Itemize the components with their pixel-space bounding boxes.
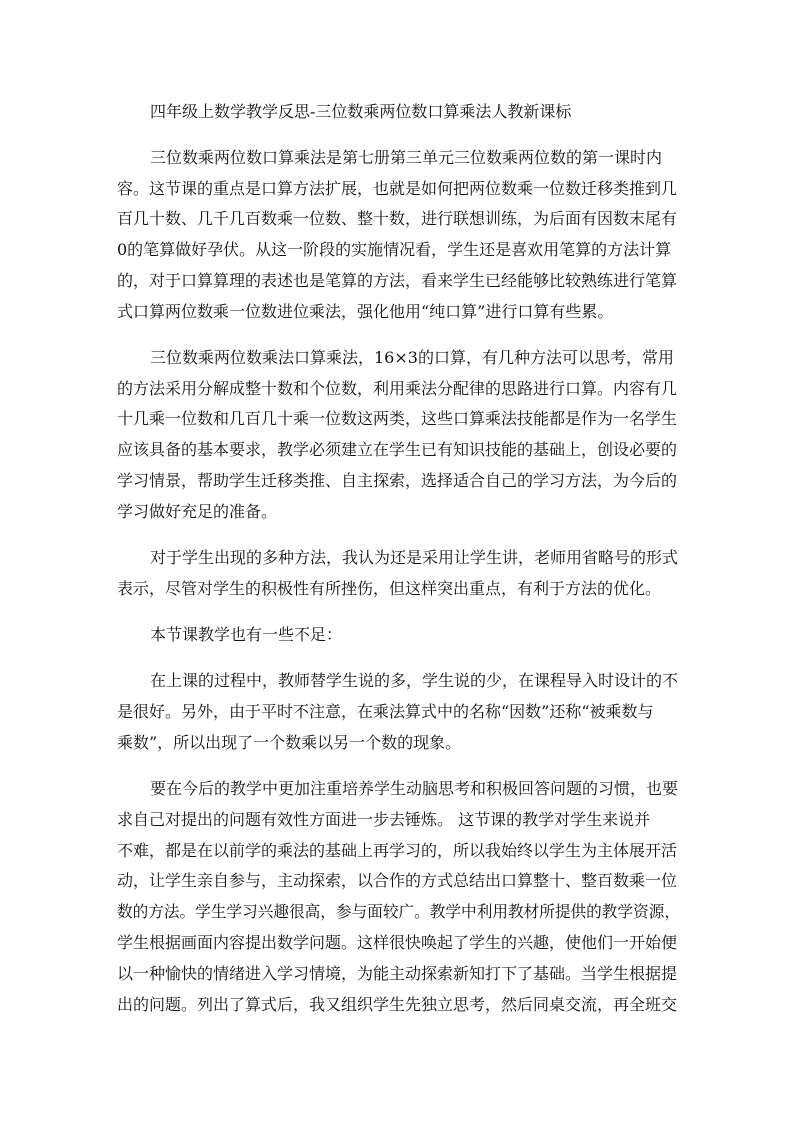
paragraph-2-line-6: 学习做好充足的准备。 [117,502,278,521]
paragraph-6-line-5: 数的方法。学生学习兴趣很高，参与面较广。教学中利用教材所提供的教学资源， [117,902,681,921]
paragraph-6-line-3: 不难，都是在以前学的乘法的基础上再学习的，所以我始终以学生为主体展开活 [117,841,678,860]
paragraph-5-line-1: 在上课的过程中，教师替学生说的多，学生说的少，在课程导入时设计的不 [150,671,679,690]
paragraph-6-line-7: 以一种愉快的情绪进入学习情境，为能主动探索新知打下了基础。当学生根据提 [117,964,678,983]
paragraph-4-line-1: 本节课教学也有一些不足： [150,625,343,644]
paragraph-6-line-6: 学生根据画面内容提出数学问题。这样很快唤起了学生的兴趣，使他们一开始便 [117,933,678,952]
paragraph-1-line-3: 百几十数、几千几百数乘一位数、整十数，进行联想训练，为后面有因数末尾有 [117,209,678,228]
paragraph-1-line-5: 的，对于口算算理的表述也是笔算的方法，看来学生已经能够比较熟练进行笔算 [117,271,678,290]
paragraph-3-line-1: 对于学生出现的多种方法，我认为还是采用让学生讲，老师用省略号的形式 [150,548,679,567]
paragraph-3-line-2: 表示，尽管对学生的积极性有所挫伤，但这样突出重点，有利于方法的优化。 [117,579,662,598]
paragraph-1-line-2: 容。这节课的重点是口算方法扩展，也就是如何把两位数乘一位数迁移类推到几 [117,179,678,198]
paragraph-1-line-4: 0的笔算做好孕伏。从这一阶段的实施情况看，学生还是喜欢用笔算的方法计算 [117,240,672,259]
paragraph-2-line-2: 的方法采用分解成整十数和个位数，利用乘法分配律的思路进行口算。内容有几 [117,379,678,398]
paragraph-6-line-2: 求自己对提出的问题有效性方面进一步去锤炼。 这节课的教学对学生来说并 [117,810,651,829]
paragraph-1-line-6: 式口算两位数乘一位数进位乘法，强化他用“纯口算”进行口算有些累。 [117,302,614,321]
paragraph-2-line-1: 三位数乘两位数乘法口算乘法，16×3的口算，有几种方法可以思考，常用 [150,348,674,367]
paragraph-6-line-4: 动，让学生亲自参与，主动探索，以合作的方式总结出口算整十、整百数乘一位 [117,871,678,890]
paragraph-2-line-5: 学习情景，帮助学生迁移类推、自主探索，选择适合自己的学习方法，为今后的 [117,471,678,490]
paragraph-5-line-3: 乘数”，所以出现了一个数乘以另一个数的现象。 [117,733,462,752]
paragraph-2-line-3: 十几乘一位数和几百几十乘一位数这两类，这些口算乘法技能都是作为一名学生 [117,409,678,428]
paragraph-6-line-8: 出的问题。列出了算式后，我又组织学生先独立思考，然后同桌交流，再全班交 [117,995,678,1014]
paragraph-1-line-1: 三位数乘两位数口算乘法是第七册第三单元三位数乘两位数的第一课时内 [150,148,663,167]
paragraph-2-line-4: 应该具备的基本要求，教学必须建立在学生已有知识技能的基础上，创设必要的 [117,440,678,459]
paragraph-5-line-2: 是很好。另外，由于平时不注意，在乘法算式中的名称“因数”还称“被乘数与 [117,702,654,721]
document-title: 四年级上数学教学反思-三位数乘两位数口算乘法人教新课标 [150,102,572,121]
paragraph-6-line-1: 要在今后的教学中更加注重培养学生动脑思考和积极回答问题的习惯，也要 [150,779,679,798]
